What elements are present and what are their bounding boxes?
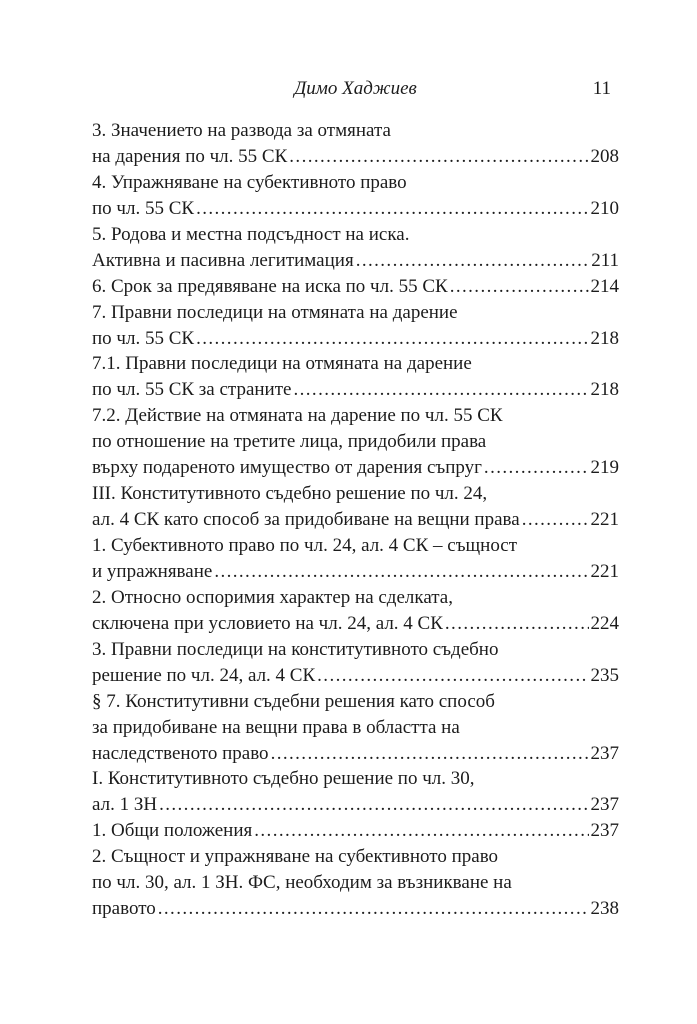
toc-entry-text: и упражняване xyxy=(92,560,213,582)
dot-leader xyxy=(196,196,588,222)
toc-page-number: 210 xyxy=(590,197,619,219)
toc-entry-text: 7.2. Действие на отмяната на дарение по чл. 55 СК xyxy=(92,405,503,427)
toc-entry-text: 1. Субективното право по чл. 24, ал. 4 СК – същност xyxy=(92,535,518,556)
dot-leader xyxy=(289,144,588,170)
toc-line xyxy=(92,507,619,533)
toc-entry-text: по чл. 55 СК xyxy=(92,197,195,219)
dot-leader xyxy=(293,377,588,403)
toc-page-number: 237 xyxy=(590,820,619,842)
toc-entry-text: Активна и пасивна легитимация xyxy=(92,249,354,271)
toc-entry-text: по чл. 55 СК за страните xyxy=(92,379,292,401)
toc-entry-text: ал. 1 ЗН xyxy=(92,794,158,816)
toc-page-number: 238 xyxy=(590,898,619,920)
running-head-author: Димо Хаджиев xyxy=(294,78,417,99)
toc-entry-text: § 7. Конститутивни съдебни решения като способ xyxy=(92,690,495,712)
toc-line xyxy=(92,741,619,767)
dot-leader xyxy=(522,507,589,533)
toc-entry-text: I. Конститутивното съдебно решение по чл. 30, xyxy=(92,768,475,790)
toc-entry-text: на дарения по чл. 55 СК xyxy=(92,145,288,167)
dot-leader xyxy=(158,896,589,922)
toc-page-number: 208 xyxy=(590,145,619,167)
toc-entry-text: 3. Значението на развода за отмяната xyxy=(92,120,391,141)
dot-leader xyxy=(450,274,589,300)
toc-entry-text: по отношение на третите лица, придобили права xyxy=(92,431,487,453)
dot-leader xyxy=(317,663,588,689)
toc-entry-text: по чл. 55 СК xyxy=(92,327,195,349)
toc-entry-text: сключена при условието на чл. 24, ал. 4 СК xyxy=(92,612,443,634)
toc-entry-text: 2. Относно оспоримия характер на сделката, xyxy=(92,586,453,608)
toc-page-number: 237 xyxy=(590,794,619,816)
toc-entry-text: 3. Правни последици на конститутивното съдебно xyxy=(92,638,499,660)
toc-page-number: 221 xyxy=(590,560,619,582)
dot-leader xyxy=(159,792,588,818)
toc-entry-text: 7. Правни последици на отмяната на дарение xyxy=(92,301,458,323)
toc-line xyxy=(92,377,619,403)
toc-page-number: 218 xyxy=(590,327,619,349)
toc-page-number: 218 xyxy=(590,379,619,401)
toc-page-number: 211 xyxy=(591,249,619,271)
dot-leader xyxy=(356,248,590,274)
dot-leader xyxy=(484,455,589,481)
toc-entry-text: 6. Срок за предявяване на иска по чл. 55 СК xyxy=(92,275,448,297)
toc-entry-text: 2. Същност и упражняване на субективното право xyxy=(92,846,499,868)
toc-page-number: 224 xyxy=(590,612,619,634)
toc-entry-text: решение по чл. 24, ал. 4 СК xyxy=(92,664,316,686)
toc-entry-text: 7.1. Правни последици на отмяната на дарение xyxy=(92,353,472,375)
toc-page-number: 221 xyxy=(590,509,619,531)
toc-line xyxy=(92,248,619,274)
toc-page-number: 235 xyxy=(590,664,619,686)
toc-line xyxy=(92,455,619,481)
toc-line xyxy=(92,896,619,922)
toc-line xyxy=(92,792,619,818)
page-number: 11 xyxy=(592,78,611,99)
toc-line xyxy=(92,274,619,300)
toc-entry-text: правото xyxy=(92,898,156,920)
toc-line xyxy=(92,818,619,844)
toc-entry-text: върху подареното имущество от дарения съпруг xyxy=(92,457,482,479)
toc-entry-text: за придобиване на вещни права в областта на xyxy=(92,716,460,738)
running-head xyxy=(92,78,619,104)
dot-leader xyxy=(214,559,588,585)
toc-line xyxy=(92,196,619,222)
table-of-contents xyxy=(92,118,619,922)
toc-entry-text: по чл. 30, ал. 1 ЗН. ФС, необходим за възникване на xyxy=(92,872,512,894)
toc-line xyxy=(92,611,619,637)
toc-line xyxy=(92,144,619,170)
toc-entry-text: наследственото право xyxy=(92,742,269,764)
dot-leader xyxy=(271,741,589,767)
toc-entry-text: 5. Родова и местна подсъдност на иска. xyxy=(92,223,410,245)
dot-leader xyxy=(196,326,588,352)
toc-page-number: 237 xyxy=(590,742,619,764)
toc-entry-text: ал. 4 СК като способ за придобиване на вещни права xyxy=(92,509,520,531)
toc-entry-text: 1. Общи положения xyxy=(92,820,253,842)
toc-line xyxy=(92,663,619,689)
toc-line xyxy=(92,559,619,585)
toc-page-number: 219 xyxy=(590,457,619,479)
toc-line xyxy=(92,326,619,352)
dot-leader xyxy=(445,611,589,637)
toc-page-number: 214 xyxy=(590,275,619,297)
dot-leader xyxy=(254,818,588,844)
toc-entry-text: 4. Упражняване на субективното право xyxy=(92,171,407,193)
toc-entry-text: III. Конститутивното съдебно решение по чл. 24, xyxy=(92,483,488,505)
